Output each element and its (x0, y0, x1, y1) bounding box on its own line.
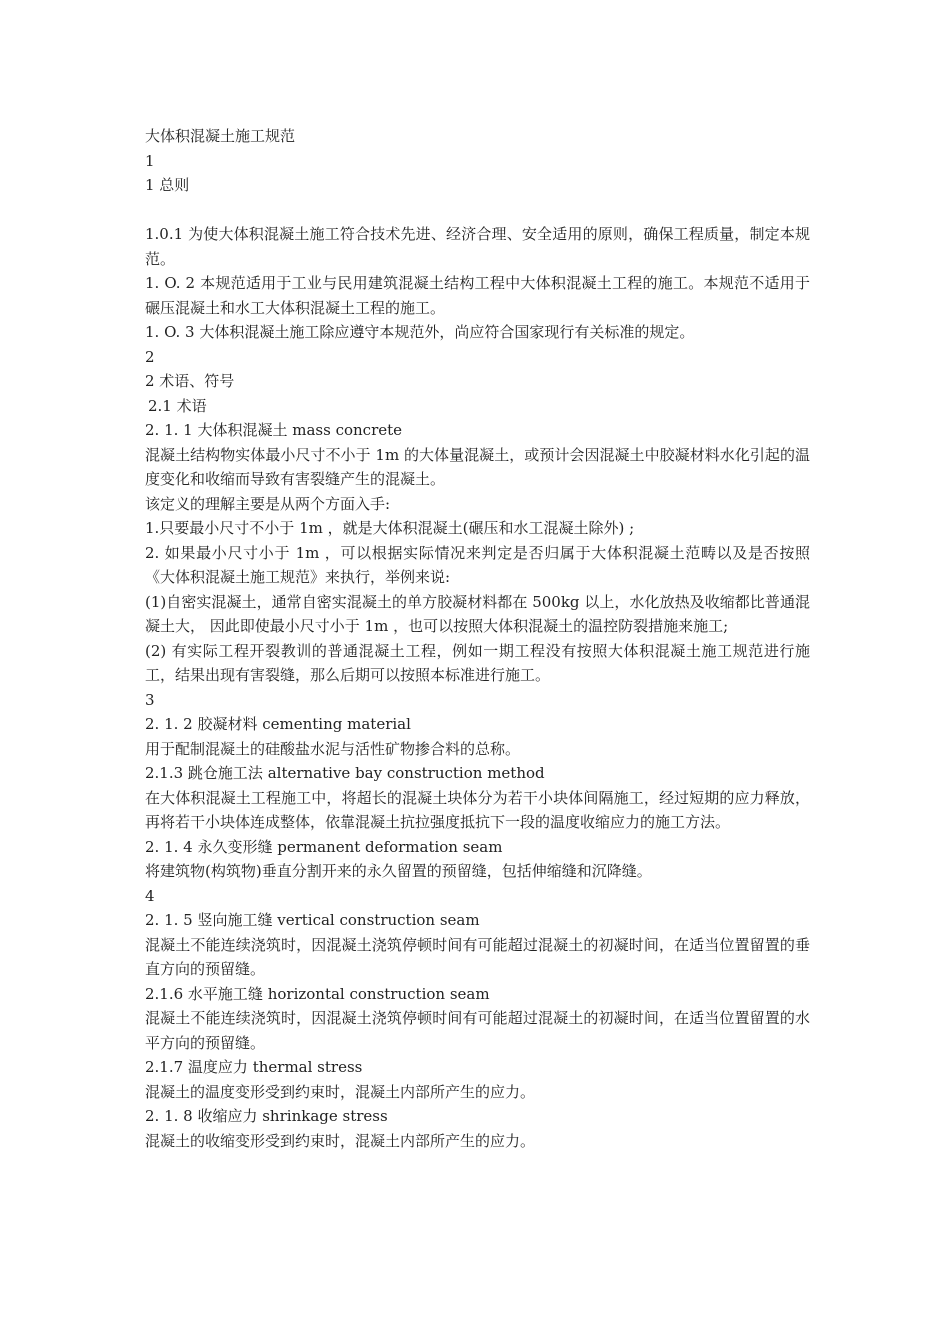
list-item: 2. 如果最小尺寸小于 1m ，可以根据实际情况来判定是否归属于大体积混凝土范畴以及是否按照《大体积混凝土施工规范》来执行，举例来说: (145, 543, 810, 586)
definition-paragraph: 用于配制混凝土的硅酸盐水泥与活性矿物掺合料的总称。 (145, 739, 521, 758)
blank-line (145, 198, 810, 223)
list-item: (2) 有实际工程开裂教训的普通混凝土工程，例如一期工程没有按照大体积混凝土施工规范进行施工，结果出现有害裂缝，那么后期可以按照本标准进行施工。 (145, 641, 810, 684)
clause-paragraph: 1. O. 2 本规范适用于工业与民用建筑混凝土结构工程中大体积混凝土工程的施工。本规范不适用于碾压混凝土和水工大体积混凝土工程的施工。 (145, 274, 810, 317)
definition-paragraph: 将建筑物(构筑物)垂直分割开来的永久留置的预留缝，包括伸缩缝和沉降缝。 (145, 862, 652, 880)
term-heading: 2. 1. 8 收缩应力 shrinkage stress (145, 1107, 388, 1125)
definition-paragraph: 混凝土不能连续浇筑时，因混凝土浇筑停顿时间有可能超过混凝土的初凝时间，在适当位置留置的垂直方向的预留缝。 (145, 935, 810, 978)
body-paragraph: 该定义的理解主要是从两个方面入手: (145, 494, 391, 513)
term-heading: 2. 1. 4 永久变形缝 permanent deformation seam (145, 837, 503, 856)
chapter-heading: 2 术语、符号 (145, 372, 235, 390)
definition-paragraph: 混凝土结构物实体最小尺寸不小于 1m 的大体量混凝土，或预计会因混凝土中胶凝材料水化引起的温度变化和收缩而导致有害裂缝产生的混凝土。 (145, 445, 810, 488)
page-number: 2 (145, 347, 155, 366)
list-item: (1)自密实混凝土，通常自密实混凝土的单方胶凝材料都在 500kg 以上，水化放热及收缩都比普通混凝土大， 因此即使最小尺寸小于 1m ，也可以按照大体积混凝土的温控防裂措施来施工; (145, 592, 810, 635)
definition-paragraph: 在大体积混凝土工程施工中，将超长的混凝土块体分为若干小块体间隔施工，经过短期的应力释放，再将若干小块体连成整体，依靠混凝土抗拉强度抵抗下一段的温度收缩应力的施工方法。 (145, 788, 810, 831)
page-number: 3 (145, 690, 155, 709)
definition-paragraph: 混凝土不能连续浇筑时，因混凝土浇筑停顿时间有可能超过混凝土的初凝时间，在适当位置留置的水平方向的预留缝。 (145, 1009, 810, 1052)
term-heading: 2.1.3 跳仓施工法 alternative bay construction method (145, 764, 545, 782)
term-heading: 2.1.6 水平施工缝 horizontal construction seam (145, 984, 490, 1003)
page-number: 4 (145, 886, 155, 905)
term-heading: 2.1.7 温度应力 thermal stress (145, 1058, 363, 1076)
term-heading: 2. 1. 5 竖向施工缝 vertical construction seam (145, 911, 480, 929)
document-title: 大体积混凝土施工规范 (145, 127, 296, 145)
page-number: 1 (145, 151, 155, 170)
list-item: 1.只要最小尺寸不小于 1m ，就是大体积混凝土(碾压和水工混凝土除外) ; (145, 519, 635, 537)
clause-paragraph: 1.0.1 为使大体积混凝土施工符合技术先进、经济合理、安全适用的原则，确保工程质量，制定本规范。 (145, 225, 810, 268)
definition-paragraph: 混凝土的收缩变形受到约束时，混凝土内部所产生的应力。 (145, 1131, 536, 1150)
term-heading: 2. 1. 2 胶凝材料 cementing material (145, 715, 411, 733)
clause-paragraph: 1. O. 3 大体积混凝土施工除应遵守本规范外，尚应符合国家现行有关标准的规定。 (145, 323, 695, 341)
chapter-heading: 1 总则 (145, 176, 190, 194)
term-heading: 2. 1. 1 大体积混凝土 mass concrete (145, 421, 403, 439)
definition-paragraph: 混凝土的温度变形受到约束时，混凝土内部所产生的应力。 (145, 1082, 536, 1101)
document-body (145, 124, 810, 1153)
section-heading: 2.1 术语 (148, 396, 207, 415)
